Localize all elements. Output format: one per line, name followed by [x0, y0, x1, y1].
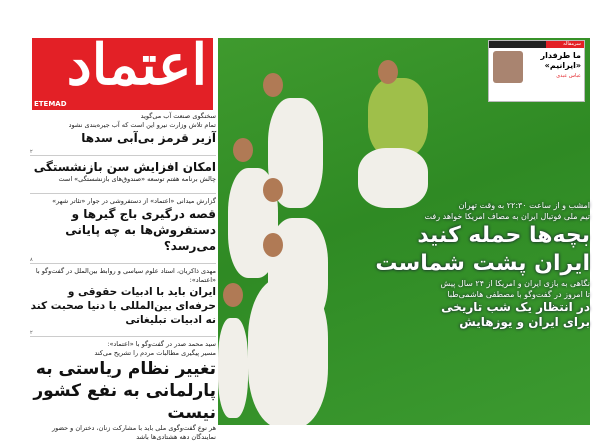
headline: ایران پشت شماست: [375, 251, 590, 276]
headline: امکان افزایش سن بازنشستگی: [33, 160, 216, 174]
cover-story[interactable]: [350, 200, 590, 330]
page-ref: ۸: [30, 257, 216, 264]
player: [248, 278, 328, 425]
divider: [30, 187, 216, 194]
head: [263, 233, 283, 257]
headline: تغییر نظام ریاستی به پارلمانی به نفع کشور نیست: [33, 359, 216, 423]
columnist-box[interactable]: [488, 40, 585, 102]
head: [263, 73, 283, 97]
story-4[interactable]: [30, 267, 216, 337]
page-ref: ۲: [30, 149, 216, 156]
latin-logo: ETEMAD: [34, 100, 67, 108]
left-column: [30, 112, 216, 442]
kicker: تمام تلاش وزارت نیرو این است که آب جیره‌بندی نشود: [68, 121, 216, 129]
masthead: [32, 32, 213, 110]
player: [358, 148, 428, 208]
page-ref: ۲: [30, 330, 216, 337]
kicker: سخنگوی صنعت آب می‌گوید: [140, 112, 216, 120]
story-1[interactable]: [30, 112, 216, 156]
kicker: امشب و از ساعت ۲۲:۳۰ به وقت تهران: [458, 201, 590, 210]
secondary-headline: در انتظار یک شب تاریخی: [441, 300, 590, 314]
headline: قصه درگیری باج گیرها و دستفروش‌ها به چه پایانی می‌رسد؟: [65, 207, 216, 253]
kicker: تیم ملی فوتبال ایران به مصاف امریکا خواهد رفت: [424, 212, 590, 221]
headline: آزیر قرمز بی‌آبی سدها: [81, 131, 216, 145]
head: [378, 60, 398, 84]
story-5[interactable]: [30, 340, 216, 442]
kicker: چالش برنامه هفتم توسعه «صندوق‌های بازنشستگی» است: [58, 175, 216, 183]
headline: بچه‌ها حمله کنید: [417, 223, 590, 248]
story-3[interactable]: [30, 197, 216, 264]
column-label: سرمقاله: [489, 41, 584, 48]
player: [218, 318, 248, 418]
headline: ایران باید با ادبیات حقوقی و حرفه‌ای بین‌المللی با دنیا صحبت کند نه ادبیات تبلیغاتی: [30, 286, 216, 326]
subhead: نگاهی به بازی ایران و امریکا از ۲۴ سال پیش: [440, 279, 590, 288]
secondary-headline: برای ایران و یوزهایش: [459, 315, 590, 329]
subhead: تا امروز در گفت‌وگو با مصطفی هاشمی‌طبا: [447, 290, 590, 299]
column-title: ما طرفدار «ایرانیم»: [540, 51, 581, 70]
columnist-photo: [493, 51, 523, 83]
kicker: گزارش میدانی «اعتماد» از دستفروشی در جوار «تئاتر شهر»: [52, 197, 216, 205]
kicker: سید محمد صدر در گفت‌وگو با «اعتماد»:: [107, 340, 216, 348]
story-2[interactable]: [30, 159, 216, 194]
kicker: مهدی ذاکریان، استاد علوم سیاسی و روابط بین‌الملل در گفت‌وگو با «اعتماد»:: [35, 267, 216, 284]
kicker: مسیر پیگیری مطالبات مردم را تشریح می‌کند: [94, 349, 216, 357]
newspaper-logo: اعتماد: [66, 32, 207, 98]
head: [233, 138, 253, 162]
head: [223, 283, 243, 307]
head: [263, 178, 283, 202]
column-author: عباس عبدی: [556, 73, 581, 79]
player: [368, 78, 428, 158]
summary: هر نوع گفت‌وگوی ملی باید با مشارکت زنان، دختران و حضور نمایندگان دهه هشتادی‌ها باشد: [51, 424, 216, 441]
